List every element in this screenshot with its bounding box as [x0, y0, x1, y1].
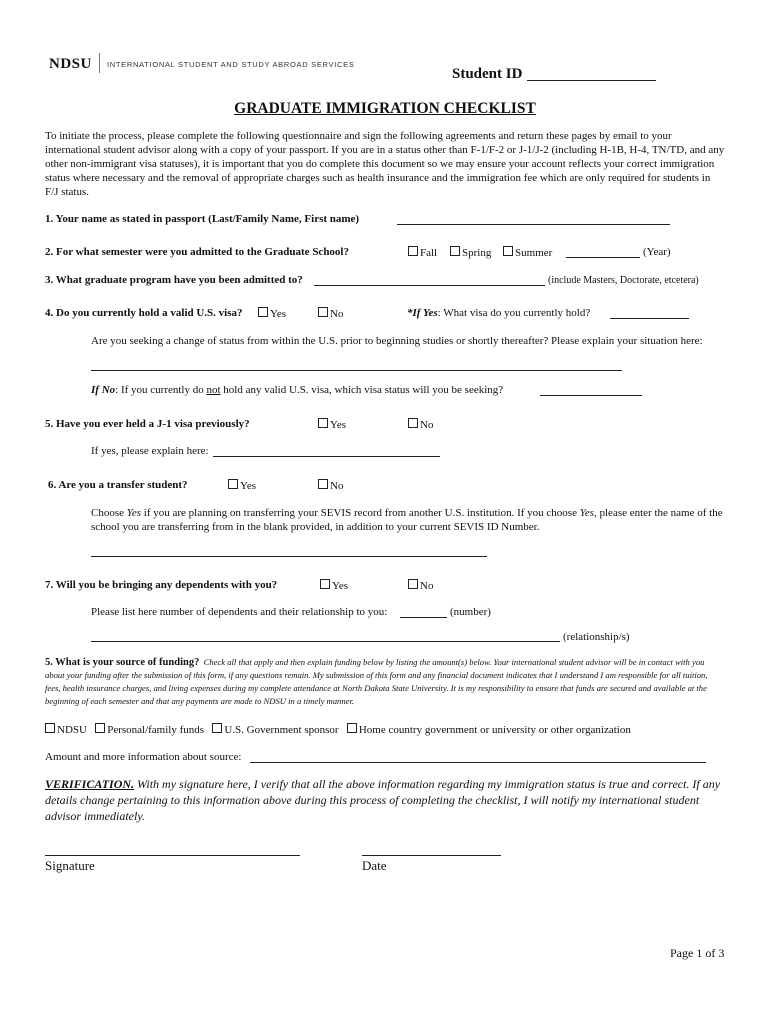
- logo-divider: [99, 53, 100, 73]
- year-field[interactable]: [566, 257, 640, 258]
- unit-name: INTERNATIONAL STUDENT AND STUDY ABROAD SERVICES: [107, 60, 355, 69]
- dependents-label: Please list here number of dependents and their relationship to you:: [91, 606, 388, 618]
- signature-label: Signature: [45, 858, 95, 873]
- seeking-visa-field[interactable]: [540, 395, 642, 396]
- signature-field[interactable]: [45, 855, 300, 856]
- q7-yes-option[interactable]: Yes: [320, 579, 348, 592]
- personal-checkbox[interactable]: [95, 723, 105, 733]
- funding-section: [45, 656, 725, 708]
- verification-heading: VERIFICATION.: [45, 777, 135, 791]
- q4-no-checkbox[interactable]: [318, 307, 328, 317]
- if-yes-line: *If Yes: What visa do you currently hold?: [407, 307, 591, 319]
- passport-name-field[interactable]: [397, 224, 670, 225]
- spring-option[interactable]: Spring: [450, 246, 491, 259]
- funding-label: 5. What is your source of funding?: [45, 657, 200, 668]
- funding-options: [45, 723, 631, 736]
- q6-no-checkbox[interactable]: [318, 479, 328, 489]
- year-label: (Year): [643, 246, 671, 258]
- change-status-field[interactable]: [91, 370, 622, 371]
- spring-checkbox[interactable]: [450, 246, 460, 256]
- home-country-checkbox[interactable]: [347, 723, 357, 733]
- q5-yes-option[interactable]: Yes: [318, 418, 346, 431]
- q5-label: 5. Have you ever held a J-1 visa previously?: [45, 418, 250, 430]
- q5-no-checkbox[interactable]: [408, 418, 418, 428]
- q7-yes-checkbox[interactable]: [320, 579, 330, 589]
- transfer-school-field[interactable]: [91, 556, 487, 557]
- change-status-question: Are you seeking a change of status from within the U.S. prior to beginning studies or shortly thereafter? Please explain your situation here:: [91, 335, 703, 347]
- q4-yes-checkbox[interactable]: [258, 307, 268, 317]
- amount-field[interactable]: [250, 762, 706, 763]
- page-title: GRADUATE IMMIGRATION CHECKLIST: [234, 100, 536, 117]
- j1-explain-field[interactable]: [213, 456, 440, 457]
- amount-label: Amount and more information about source:: [45, 751, 242, 763]
- government-checkbox[interactable]: [212, 723, 222, 733]
- dependents-number-label: (number): [450, 606, 491, 618]
- student-id-field[interactable]: [527, 80, 656, 81]
- date-field[interactable]: [362, 855, 501, 856]
- intro-paragraph: To initiate the process, please complete the following questionnaire and sign the following agreements and return these pages by email to your international student advisor along with a copy of your passport. If you are in a status other than F-1/F-2 or J-1/J-2 (including H-1B, H-4, TN/TD, and any other non-immigrant visa statuses), it is important that you do complete this document so we may ensure your account reflects your correct immigration status where necessary and the removal of appropriate charges such as health insurance and the immigration fee which are only required for students in F/J status.: [45, 130, 725, 198]
- dependents-number-field[interactable]: [400, 617, 447, 618]
- if-no-line: If No: If you currently do not hold any valid U.S. visa, which visa status will you be seeking?: [91, 384, 504, 396]
- relationship-field[interactable]: [91, 641, 560, 642]
- q6-yes-option[interactable]: Yes: [228, 479, 256, 492]
- funding-instructions: Check all that apply and then explain funding below by listing the amount(s) below. Your international student advisor will be in contact with you about your funding after the submission of this form, if any questions remain. My submission of this form and any financial document indicates that I understand I am responsible for all tuition, fees, health insurance charges, and living expenses during my complete attendance at North Dakota State University. It is my responsibility to ensure that funds are secured and available at the beginning of each semester and that any payments are made to NDSU in a timely manner.: [45, 657, 708, 706]
- q6-no-option[interactable]: No: [318, 479, 343, 492]
- q5-no-option[interactable]: No: [408, 418, 433, 431]
- q7-no-checkbox[interactable]: [408, 579, 418, 589]
- relationship-label: (relationship/s): [563, 631, 630, 643]
- q6-yes-checkbox[interactable]: [228, 479, 238, 489]
- student-id-label: Student ID: [452, 66, 523, 82]
- q7-label: 7. Will you be bringing any dependents with you?: [45, 579, 278, 591]
- verification-paragraph: VERIFICATION. With my signature here, I verify that all the above information regarding my immigration status is true and correct. If any details change pertaining to this information above during this process of completing the checklist, I will notify my international student advisor immediately.: [45, 777, 721, 823]
- q3-label: 3. What graduate program have you been admitted to?: [45, 274, 303, 286]
- program-field[interactable]: [314, 285, 545, 286]
- q6-label: 6. Are you a transfer student?: [48, 479, 188, 491]
- j1-explain-label: If yes, please explain here:: [91, 445, 209, 457]
- q2-label: 2. For what semester were you admitted to the Graduate School?: [45, 246, 349, 258]
- q5-yes-checkbox[interactable]: [318, 418, 328, 428]
- current-visa-field[interactable]: [610, 318, 689, 319]
- ndsu-logo: NDSU: [49, 56, 92, 72]
- summer-checkbox[interactable]: [503, 246, 513, 256]
- program-note: (include Masters, Doctorate, etcetera): [548, 275, 699, 286]
- fall-checkbox[interactable]: [408, 246, 418, 256]
- summer-option[interactable]: Summer: [503, 246, 552, 259]
- q4-yes-option[interactable]: Yes: [258, 307, 286, 320]
- q1-label: 1. Your name as stated in passport (Last/Family Name, First name): [45, 213, 360, 225]
- funding-option-ndsu[interactable]: NDSU: [45, 724, 87, 736]
- date-label: Date: [362, 858, 387, 873]
- ndsu-checkbox[interactable]: [45, 723, 55, 733]
- q4-label: 4. Do you currently hold a valid U.S. visa?: [45, 307, 243, 319]
- transfer-instructions: Choose Yes if you are planning on transferring your SEVIS record from another U.S. institution. If you choose Yes, please enter the name of the school you are transferring from in the blank provided, in addition to your current SEVIS ID Number.: [91, 507, 723, 533]
- page-number: Page 1 of 3: [670, 946, 725, 960]
- fall-option[interactable]: Fall: [408, 246, 437, 259]
- q7-no-option[interactable]: No: [408, 579, 433, 592]
- funding-option-personal[interactable]: Personal/family funds: [95, 724, 204, 736]
- q4-no-option[interactable]: No: [318, 307, 343, 320]
- funding-option-government[interactable]: U.S. Government sponsor: [212, 724, 338, 736]
- funding-option-home-country[interactable]: Home country government or university or other organization: [347, 724, 631, 736]
